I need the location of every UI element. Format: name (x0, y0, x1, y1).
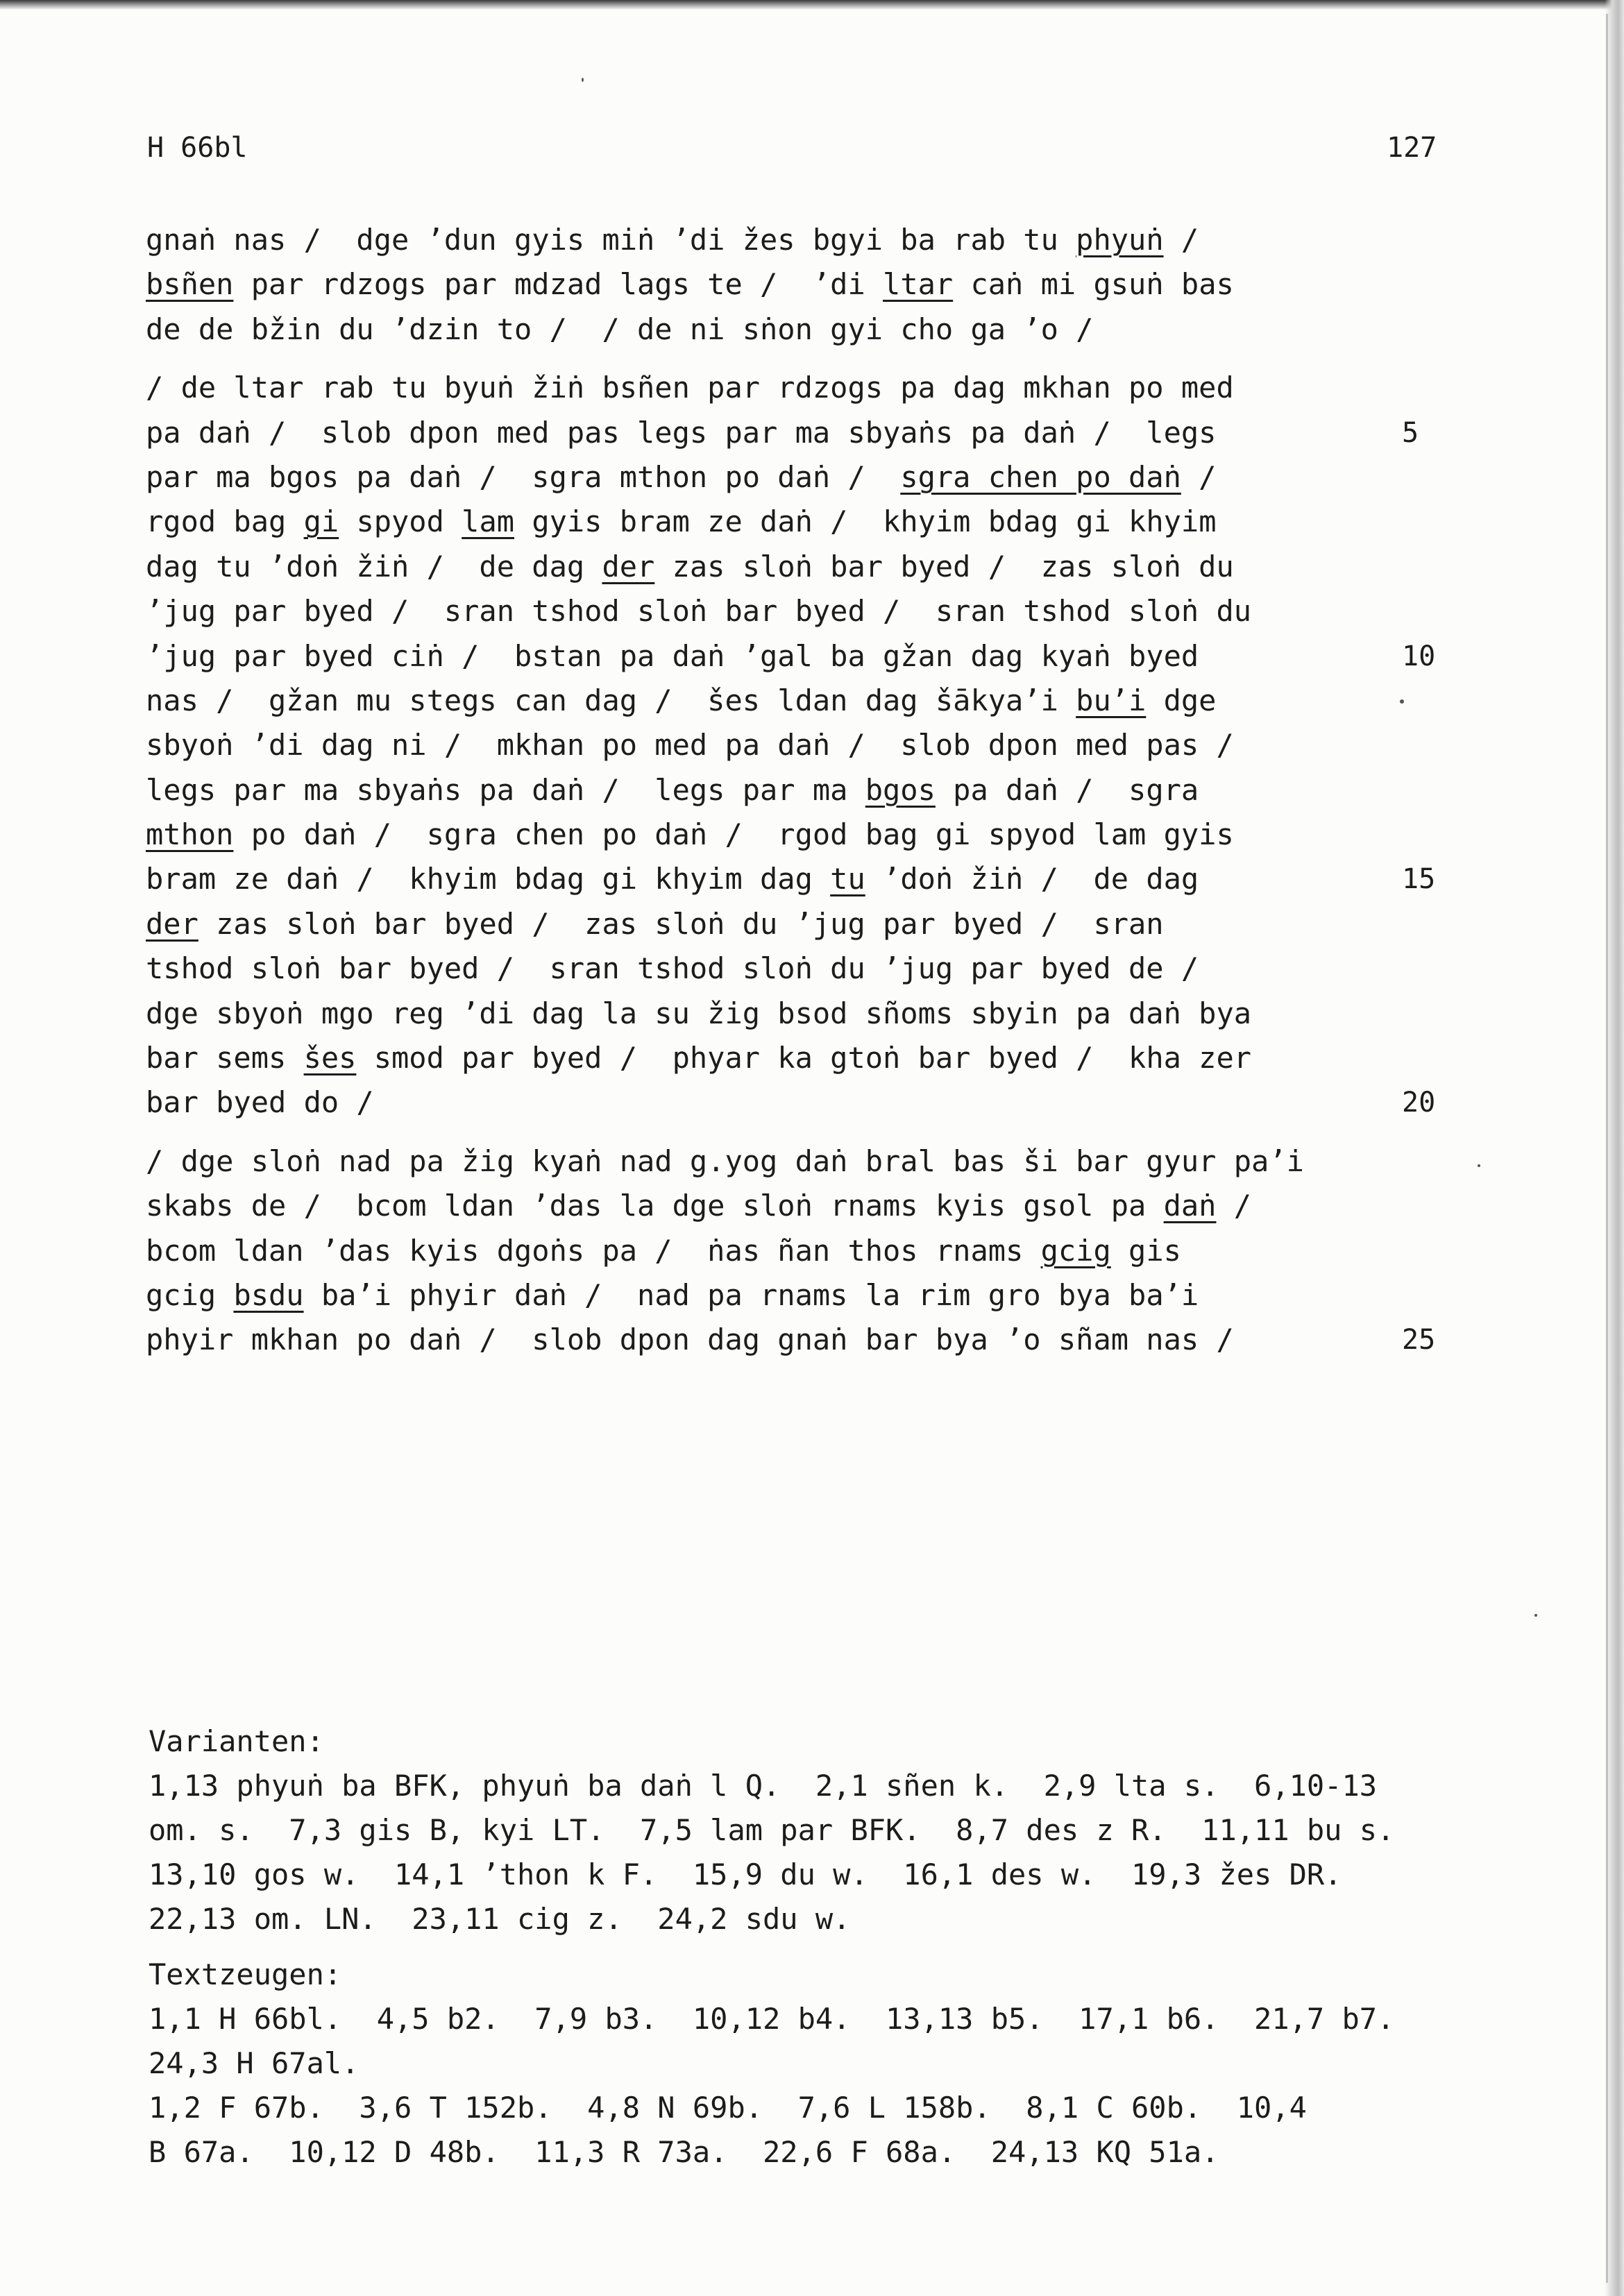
underlined-word: sgra chen po daṅ (900, 459, 1181, 494)
underlined-word: gi (303, 504, 339, 539)
line-number: 5 (1402, 416, 1419, 449)
line-text: / dge sloṅ nad pa žig kyaṅ nad g.yog daṅ bral bas ši bar gyur pa’i (146, 1143, 1304, 1178)
line-text: pa daṅ / slob dpon med pas legs par ma sbyaṅs pa daṅ / legs (146, 415, 1217, 450)
underlined-word: daṅ (1163, 1189, 1217, 1223)
text-line (146, 1139, 1603, 1184)
textzeugen-line: 1,1 H 66bl. 4,5 b2. 7,9 b3. 10,12 b4. 13,13 b5. 17,1 b6. 21,7 b7. (149, 2002, 1395, 2036)
line-text: bram ze daṅ / khyim bdag gi khyim dag tu ’doṅ žiṅ / de dag (146, 862, 1199, 896)
page-number: 127 (1387, 132, 1437, 164)
line-text: tshod sloṅ bar byed / sran tshod sloṅ du ’jug par byed de / (146, 951, 1199, 986)
textzeugen-line: 1,2 F 67b. 3,6 T 152b. 4,8 N 69b. 7,6 L 158b. 8,1 C 60b. 10,4 (149, 2091, 1307, 2125)
underlined-word: der (146, 906, 198, 941)
varianten-line: 1,13 phyuṅ ba BFK, phyuṅ ba daṅ l Q. 2,1 sñen k. 2,9 lta s. 6,10-13 (149, 1769, 1378, 1803)
text-line (146, 902, 1603, 946)
line-text: gcig bsdu ba’i phyir daṅ / nad pa rnams la rim gro bya ba’i (146, 1277, 1199, 1312)
line-text: rgod bag gi spyod lam gyis bram ze daṅ / khyim bdag gi khyim (146, 504, 1217, 539)
text-line (146, 589, 1603, 633)
scan-top-edge (0, 0, 1624, 10)
scan-binding-line (1606, 14, 1608, 2283)
line-text: bar sems šes smod par byed / phyar ka gtoṅ bar byed / kha zer (146, 1041, 1252, 1075)
text-line (146, 1273, 1603, 1318)
line-text: ’jug par byed ciṅ / bstan pa daṅ ’gal ba gžan dag kyaṅ byed (146, 638, 1199, 673)
underlined-word: ltar (883, 267, 954, 302)
folio-reference: H 66bl (147, 132, 248, 164)
line-text: sbyoṅ ’di dag ni / mkhan po med pa daṅ / slob dpon med pas / (146, 728, 1234, 763)
underlined-word: der (602, 549, 655, 584)
underlined-word: lam (462, 504, 515, 539)
varianten-line: 13,10 gos w. 14,1 ’thon k F. 15,9 du w. 16,1 des w. 19,3 žes DR. (149, 1857, 1342, 1891)
text-line (146, 500, 1603, 544)
text-line (146, 1036, 1603, 1080)
line-text: nas / gžan mu stegs can dag / šes ldan dag šākya’i bu’i dge (146, 683, 1217, 717)
line-text: dge sbyoṅ mgo reg ’di dag la su žig bsod sñoms sbyin pa daṅ bya (146, 996, 1252, 1030)
underlined-word: tu (830, 862, 865, 896)
varianten-line: om. s. 7,3 gis B, kyi LT. 7,5 lam par BFK. 8,7 des z R. 11,11 bu s. (149, 1813, 1395, 1847)
varianten-list (149, 1764, 1606, 1941)
scan-speck (582, 78, 584, 82)
textzeugen-list (149, 1997, 1606, 2175)
text-line (146, 366, 1603, 410)
line-number: 15 (1402, 863, 1436, 896)
line-text: bcom ldan ’das kyis dgoṅs pa / ṅas ñan thos rnams gcig gis (146, 1233, 1181, 1268)
line-text: dag tu ’doṅ žiṅ / de dag der zas sloṅ bar byed / zas sloṅ du (146, 549, 1234, 584)
text-line (146, 1318, 1603, 1362)
textzeugen-line: 24,3 H 67al. (149, 2046, 360, 2080)
underlined-word: bsdu (233, 1277, 304, 1312)
line-text: / de ltar rab tu byuṅ žiṅ bsñen par rdzogs pa dag mkhan po med (146, 371, 1234, 405)
underlined-word: gcig (1040, 1233, 1111, 1268)
textzeugen-heading: Textzeugen: (149, 1957, 342, 1991)
line-number: 25 (1402, 1324, 1436, 1357)
text-line (146, 218, 1603, 262)
line-text: skabs de / bcom ldan ’das la dge sloṅ rnams kyis gsol pa daṅ / (146, 1189, 1252, 1223)
underlined-word: bu’i (1076, 683, 1147, 717)
text-line (146, 813, 1603, 857)
text-line (146, 262, 1603, 307)
text-line (146, 857, 1603, 901)
textzeugen-line: B 67a. 10,12 D 48b. 11,3 R 73a. 22,6 F 68a. 24,13 KQ 51a. (149, 2135, 1219, 2169)
scan-speck (1534, 1614, 1537, 1617)
edition-text (146, 218, 1603, 1363)
text-line (146, 1184, 1603, 1228)
line-text: mthon po daṅ / sgra chen po daṅ / rgod bag gi spyod lam gyis (146, 817, 1234, 852)
underlined-word: bsñen (146, 267, 234, 302)
text-line (146, 307, 1603, 352)
line-text: ’jug par byed / sran tshod sloṅ bar byed / sran tshod sloṅ du (146, 594, 1252, 629)
text-line (146, 946, 1603, 991)
text-line (146, 411, 1603, 455)
underlined-word: šes (303, 1041, 357, 1075)
line-text: bar byed do / (146, 1085, 374, 1120)
apparatus (149, 1719, 1606, 2175)
text-line (146, 1080, 1603, 1125)
text-line (146, 679, 1603, 723)
text-line (146, 992, 1603, 1036)
underlined-word: bgos (865, 772, 936, 807)
varianten-heading: Varianten: (149, 1724, 324, 1758)
line-text: phyir mkhan po daṅ / slob dpon dag gnaṅ bar bya ’o sñam nas / (146, 1323, 1234, 1357)
line-text: gnaṅ nas / dge ’dun gyis miṅ ’di žes bgyi ba rab tu phyuṅ / (146, 223, 1199, 257)
line-text: legs par ma sbyaṅs pa daṅ / legs par ma bgos pa daṅ / sgra (146, 772, 1199, 807)
line-number: 10 (1402, 640, 1436, 672)
line-number: 20 (1402, 1087, 1436, 1119)
line-text: par ma bgos pa daṅ / sgra mthon po daṅ / sgra chen po daṅ / (146, 459, 1217, 494)
underlined-word: phyuṅ (1076, 223, 1164, 257)
line-text: de de bžin du ’dzin to / / de ni sṅon gyi cho ga ’o / (146, 312, 1094, 346)
text-line (146, 455, 1603, 500)
text-line (146, 634, 1603, 679)
varianten-line: 22,13 om. LN. 23,11 cig z. 24,2 sdu w. (149, 1902, 851, 1936)
text-line (146, 545, 1603, 589)
underlined-word: mthon (146, 817, 234, 852)
line-text: der zas sloṅ bar byed / zas sloṅ du ’jug par byed / sran (146, 906, 1164, 941)
page-header (0, 132, 1624, 173)
text-line (146, 1229, 1603, 1273)
text-line (146, 768, 1603, 813)
text-line (146, 723, 1603, 767)
line-text: bsñen par rdzogs par mdzad lags te / ’di ltar caṅ mi gsuṅ bas (146, 267, 1234, 302)
